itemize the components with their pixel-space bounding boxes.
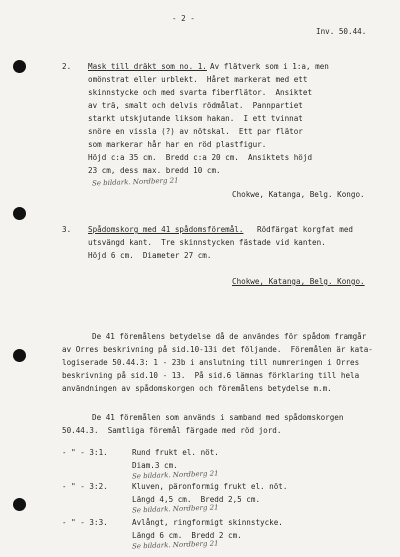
page-number: - 2 - [172,14,195,23]
punch-hole [13,498,26,511]
provenance: Chokwe, Katanga, Belg. Kongo. [232,277,365,286]
entry-code: - " - 3:3. [62,518,108,527]
handwritten-note: Se bildark. Nordberg 21 [131,503,219,515]
entry-dimensions: Längd 6 cm. Bredd 2 cm. [132,531,242,540]
paragraph-line: De 41 föremålens betydelse då de användes för spådom framgår [92,332,367,341]
item-title: Spådomskorg med 41 spådomsföremål. [88,225,244,234]
paragraph-line: logiserade 50.44.3: 1 - 23b i anslutning till numreringen i Orres [62,358,360,367]
entry-dimensions: Diam.3 cm. [132,461,178,470]
handwritten-note: Se bildark. Nordberg 21 [131,469,219,481]
paragraph-line: beskrivning på sid.10 - 13. På sid.6 lämnas förklaring till hela [62,371,360,380]
entry-dimensions: Längd 4,5 cm. Bredd 2,5 cm. [132,495,261,504]
punch-hole [13,207,26,220]
entry-description: Kluven, päronformig frukt el. nöt. [132,482,288,491]
provenance: Chokwe, Katanga, Belg. Kongo. [232,190,365,199]
paragraph-line: 50.44.3. Samtliga föremål färgade med röd jord. [62,426,282,435]
punch-hole [13,349,26,362]
item-line: Rödfärgat korgfat med [257,225,354,234]
handwritten-note: Se bildark. Nordberg 21 [91,176,179,188]
item-line: omönstrat eller urblekt. Håret markerat med ett [88,75,308,84]
item-line: 23 cm, dess max. bredd 10 cm. [88,166,221,175]
paragraph-line: av Orres beskrivning på sid.10-13i det följande. Föremålen är kata- [62,345,373,354]
item-number: 2. [62,62,72,71]
item-line: Av flätverk som i 1:a, men [210,62,329,71]
item-line: av trä, smalt och delvis rödmålat. Pannpartiet [88,101,303,110]
item-line: utsvängd kant. Tre skinnstycken fästade vid kanten. [88,238,326,247]
item-line: starkt utskjutande liksom hakan. I ett tvinnat [88,114,303,123]
inventory-number: Inv. 50.44. [316,27,367,36]
item-number: 3. [62,225,72,234]
paragraph-line: användningen av spådomskorgen och föremålens betydelse m.m. [62,384,332,393]
entry-code: - " - 3:2. [62,482,108,491]
paragraph-line: De 41 föremålen som används i samband med spådomskorgen [92,413,344,422]
entry-code: - " - 3:1. [62,448,108,457]
item-line: snöre en vissla (?) av nötskal. Ett par flätor [88,127,303,136]
item-line: som markerar hår har en röd plastfigur. [88,140,267,149]
item-line: Höjd c:a 35 cm. Bredd c:a 20 cm. Ansiktets höjd [88,153,313,162]
item-line: skinnstycke och med svarta fiberflätor. Ansiktet [88,88,313,97]
punch-hole [13,60,26,73]
handwritten-note: Se bildark. Nordberg 21 [131,539,219,551]
entry-description: Rund frukt el. nöt. [132,448,219,457]
item-line: Höjd 6 cm. Diameter 27 cm. [88,251,212,260]
entry-description: Avlångt, ringformigt skinnstycke. [132,518,283,527]
item-title: Mask till dräkt som no. 1. [88,62,207,71]
